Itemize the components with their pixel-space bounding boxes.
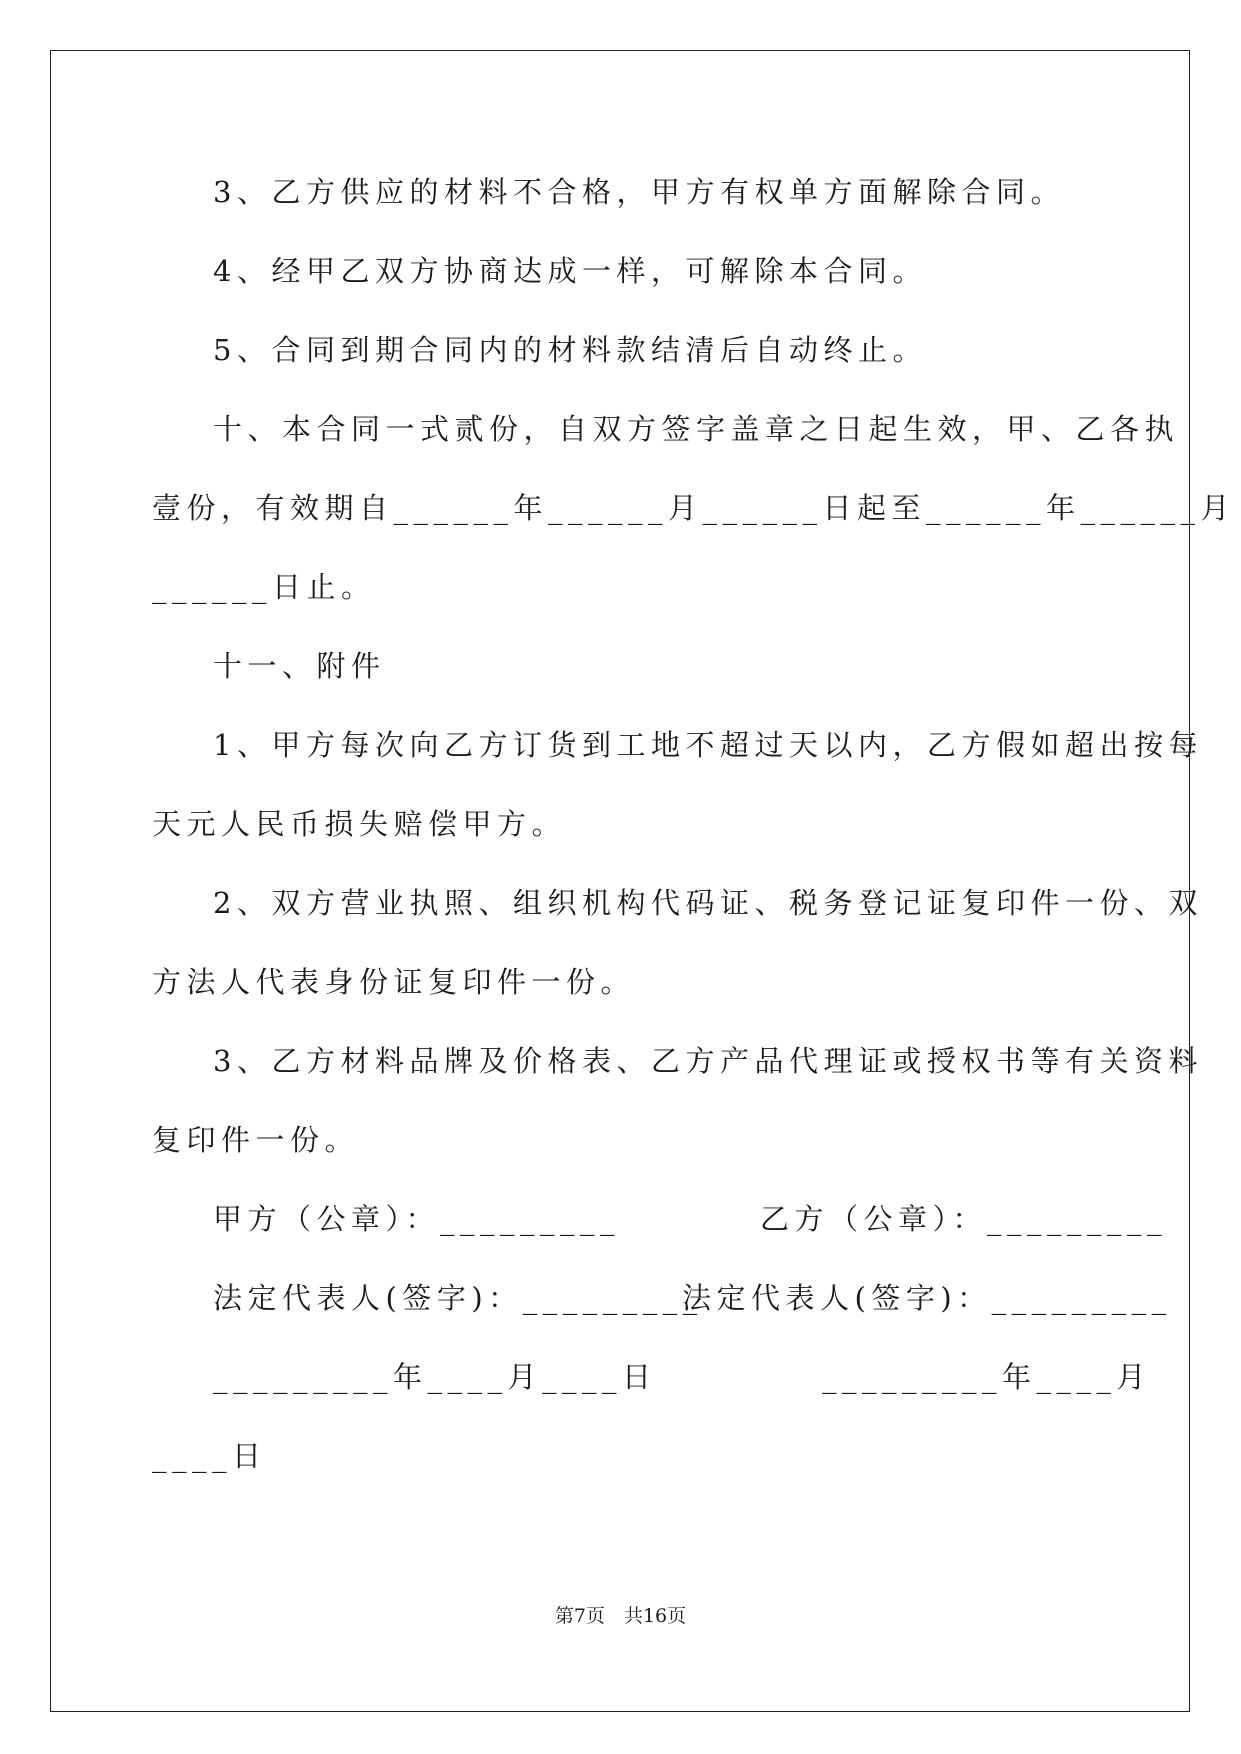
party-b-representative: 法定代表人(签字)：_________ (682, 1281, 1172, 1315)
section-10-line-3: ______日止。 (152, 570, 376, 604)
page-number: 第7页 共16页 (554, 1605, 687, 1627)
party-b-date: _________年____月 (822, 1360, 1152, 1394)
section-11-heading: 十一、附件 (213, 649, 386, 683)
party-b-date-day: ____日 (152, 1439, 267, 1473)
attachment-3-line-2: 复印件一份。 (152, 1123, 360, 1157)
party-a-date: _________年____月____日 (213, 1360, 657, 1394)
clause-3-termination: 3、乙方供应的材料不合格，甲方有权单方面解除合同。 (213, 175, 1065, 209)
clause-4-termination: 4、经甲乙双方协商达成一样，可解除本合同。 (213, 254, 927, 288)
attachment-1-line-1: 1、甲方每次向乙方订货到工地不超过天以内，乙方假如超出按每 (213, 728, 1203, 762)
party-b-seal: 乙方（公章）：_________ (760, 1202, 1168, 1236)
section-10-line-1: 十、本合同一式贰份，自双方签字盖章之日起生效，甲、乙各执 (213, 412, 1180, 446)
attachment-2-line-1: 2、双方营业执照、组织机构代码证、税务登记证复印件一份、双 (213, 886, 1203, 920)
attachment-1-line-2: 天元人民币损失赔偿甲方。 (152, 807, 567, 841)
attachment-3-line-1: 3、乙方材料品牌及价格表、乙方产品代理证或授权书等有关资料 (213, 1044, 1203, 1078)
party-a-representative: 法定代表人(签字)：_________ (213, 1281, 703, 1315)
party-a-seal: 甲方（公章）：_________ (213, 1202, 621, 1236)
clause-5-termination: 5、合同到期合同内的材料款结清后自动终止。 (213, 333, 927, 367)
section-10-line-2: 壹份，有效期自______年______月______日起至______年______月 (152, 491, 1236, 525)
attachment-2-line-2: 方法人代表身份证复印件一份。 (152, 965, 636, 999)
